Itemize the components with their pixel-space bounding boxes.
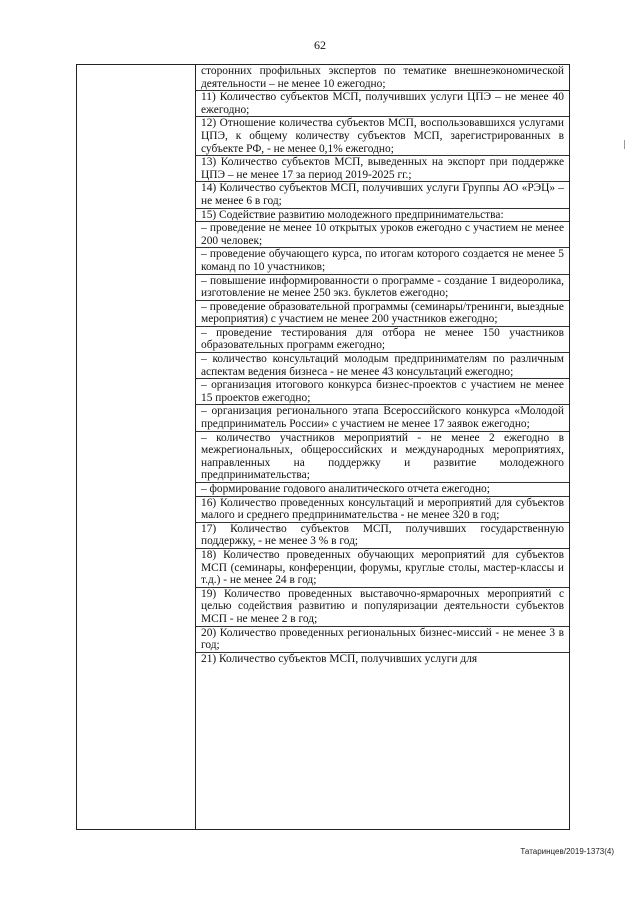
table-left-column: [77, 65, 196, 829]
table-paragraph: 16) Количество проведенных консультаций и мероприятий для субъектов малого и среднего предпринимательства - не менее 320 в год;: [195, 497, 569, 523]
table-paragraph: 13) Количество субъектов МСП, выведенных на экспорт при поддержке ЦПЭ – не менее 17 за период 2019-2025 гг.;: [195, 156, 569, 182]
table-paragraph: – количество консультаций молодым предпринимателям по различным аспектам ведения бизнеса - не менее 43 консультаций ежегодно;: [195, 353, 569, 379]
table-paragraph: – проведение обучающего курса, по итогам которого создается не менее 5 команд по 10 участников;: [195, 248, 569, 274]
page-number: 62: [314, 38, 326, 52]
table-paragraph: 14) Количество субъектов МСП, получивших услуги Группы АО «РЭЦ» – не менее 6 в год;: [195, 182, 569, 208]
table-paragraph: – количество участников мероприятий - не менее 2 ежегодно в межрегиональных, общероссийских и международных мероприятиях, направленных на поддержку и развитие молодежного предпринимательства;: [195, 432, 569, 483]
table-paragraph: – повышение информированности о программе - создание 1 видеоролика, изготовление не менее 250 экз. буклетов ежегодно;: [195, 275, 569, 301]
table-right-column: [195, 65, 569, 829]
table-paragraph: 21) Количество субъектов МСП, получивших услуги для: [201, 652, 478, 665]
table-paragraph: – проведение тестирования для отбора не менее 150 участников образовательных программ ежегодно;: [195, 327, 569, 353]
table-paragraph: 20) Количество проведенных региональных бизнес-миссий - не менее 3 в год;: [195, 627, 569, 653]
table-paragraph: – проведение образовательной программы (семинары/тренинги, выездные мероприятия) с участием не менее 200 участников ежегодно;: [195, 301, 569, 327]
table-paragraph: – формирование годового аналитического отчета ежегодно;: [195, 483, 569, 497]
margin-mark: [624, 140, 625, 149]
table-paragraph: – проведение не менее 10 открытых уроков ежегодно с участием не менее 200 человек;: [195, 222, 569, 248]
table-paragraph: 15) Содействие развитию молодежного предпринимательства:: [195, 209, 569, 223]
table-paragraph: 18) Количество проведенных обучающих мероприятий для субъектов МСП (семинары, конференции, форумы, круглые столы, мастер-классы и т.д.) - не менее 24 в год;: [195, 549, 569, 588]
table-paragraph: 11) Количество субъектов МСП, получивших услуги ЦПЭ – не менее 40 ежегодно;: [195, 91, 569, 117]
table-paragraph: – организация итогового конкурса бизнес-проектов с участием не менее 15 проектов ежегодно;: [195, 379, 569, 405]
table-paragraph: 12) Отношение количества субъектов МСП, воспользовавшихся услугами ЦПЭ, к общему количеству субъектов МСП, зарегистрированных в субъекте РФ, - не менее 0,1% ежегодно;: [195, 117, 569, 156]
table-paragraph: 17) Количество субъектов МСП, получивших государственную поддержку, - не менее 3 % в год;: [195, 523, 569, 549]
table-paragraph: – организация регионального этапа Всероссийского конкурса «Молодой предприниматель России» с участием не менее 17 заявок ежегодно;: [195, 405, 569, 431]
document-stamp: Татаринцев/2019-1373(4): [520, 847, 614, 856]
table-paragraph: сторонних профильных экспертов по тематике внешнеэкономической деятельности – не менее 10 ежегодно;: [195, 65, 569, 91]
table-paragraph: 19) Количество проведенных выставочно-ярмарочных мероприятий с целью содействия развитию и популяризации деятельности субъектов МСП - не менее 2 в год;: [195, 588, 569, 627]
document-table: [76, 64, 570, 830]
